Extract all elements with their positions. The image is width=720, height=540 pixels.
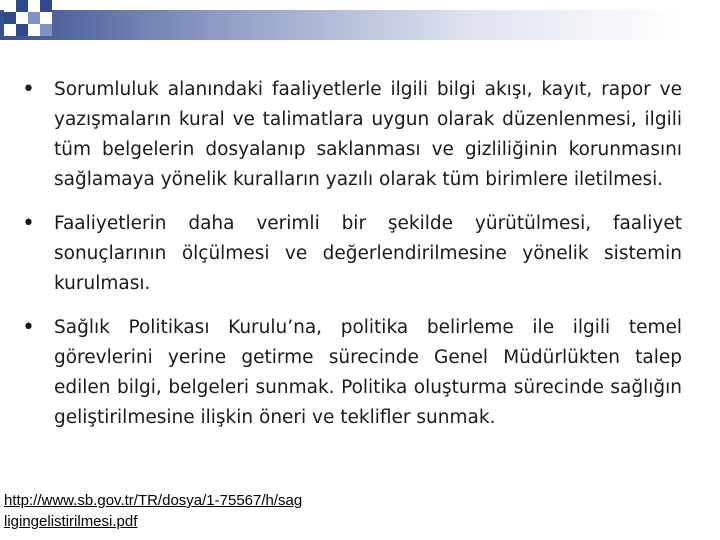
header-square [16, 0, 28, 12]
header-gradient-bar [0, 10, 720, 40]
header-square [4, 12, 16, 24]
list-item [22, 313, 682, 433]
header-decoration [0, 0, 720, 44]
bullet-marker: • [22, 77, 35, 102]
header-square [4, 24, 16, 36]
header-square [28, 0, 40, 12]
bullet-marker: • [22, 315, 35, 340]
bullet-text: Sağlık Politikası Kurulu’na, politika belirleme ile ilgili temel görevlerini yerine getirme sürecinde Genel Müdürlükten talep edilen bilgi, belgeleri sunmak. Politika oluşturma sürecinde sağlığın geliştirilmesine ilişkin öneri ve teklifler sunmak. [54, 317, 682, 428]
header-square [16, 24, 28, 36]
header-square [40, 24, 52, 36]
list-item [22, 209, 682, 299]
header-square [40, 12, 52, 24]
bullet-marker: • [22, 211, 35, 236]
header-square [40, 0, 52, 12]
bullet-text: Sorumluluk alanındaki faaliyetlerle ilgili bilgi akışı, kayıt, rapor ve yazışmaların kural ve talimatlara uygun olarak düzenlenmesi, ilgili tüm belgelerin dosyalanıp saklanması ve gizliliğinin korunmasını sağlamaya yönelik kuralların yazılı olarak tüm birimlere iletilmesi. [54, 79, 682, 190]
list-item [22, 75, 682, 195]
header-square [16, 12, 28, 24]
source-link[interactable]: http://www.sb.gov.tr/TR/dosya/1-75567/h/sagligingelistirilmesi.pdf [4, 492, 303, 530]
header-square [28, 12, 40, 24]
header-square [4, 0, 16, 12]
bullet-text: Faaliyetlerin daha verimli bir şekilde yürütülmesi, faaliyet sonuçlarının ölçülmesi ve değerlendirilmesine yönelik sistemin kurulması. [54, 213, 682, 294]
header-square [28, 24, 40, 36]
bullet-list [22, 75, 682, 447]
